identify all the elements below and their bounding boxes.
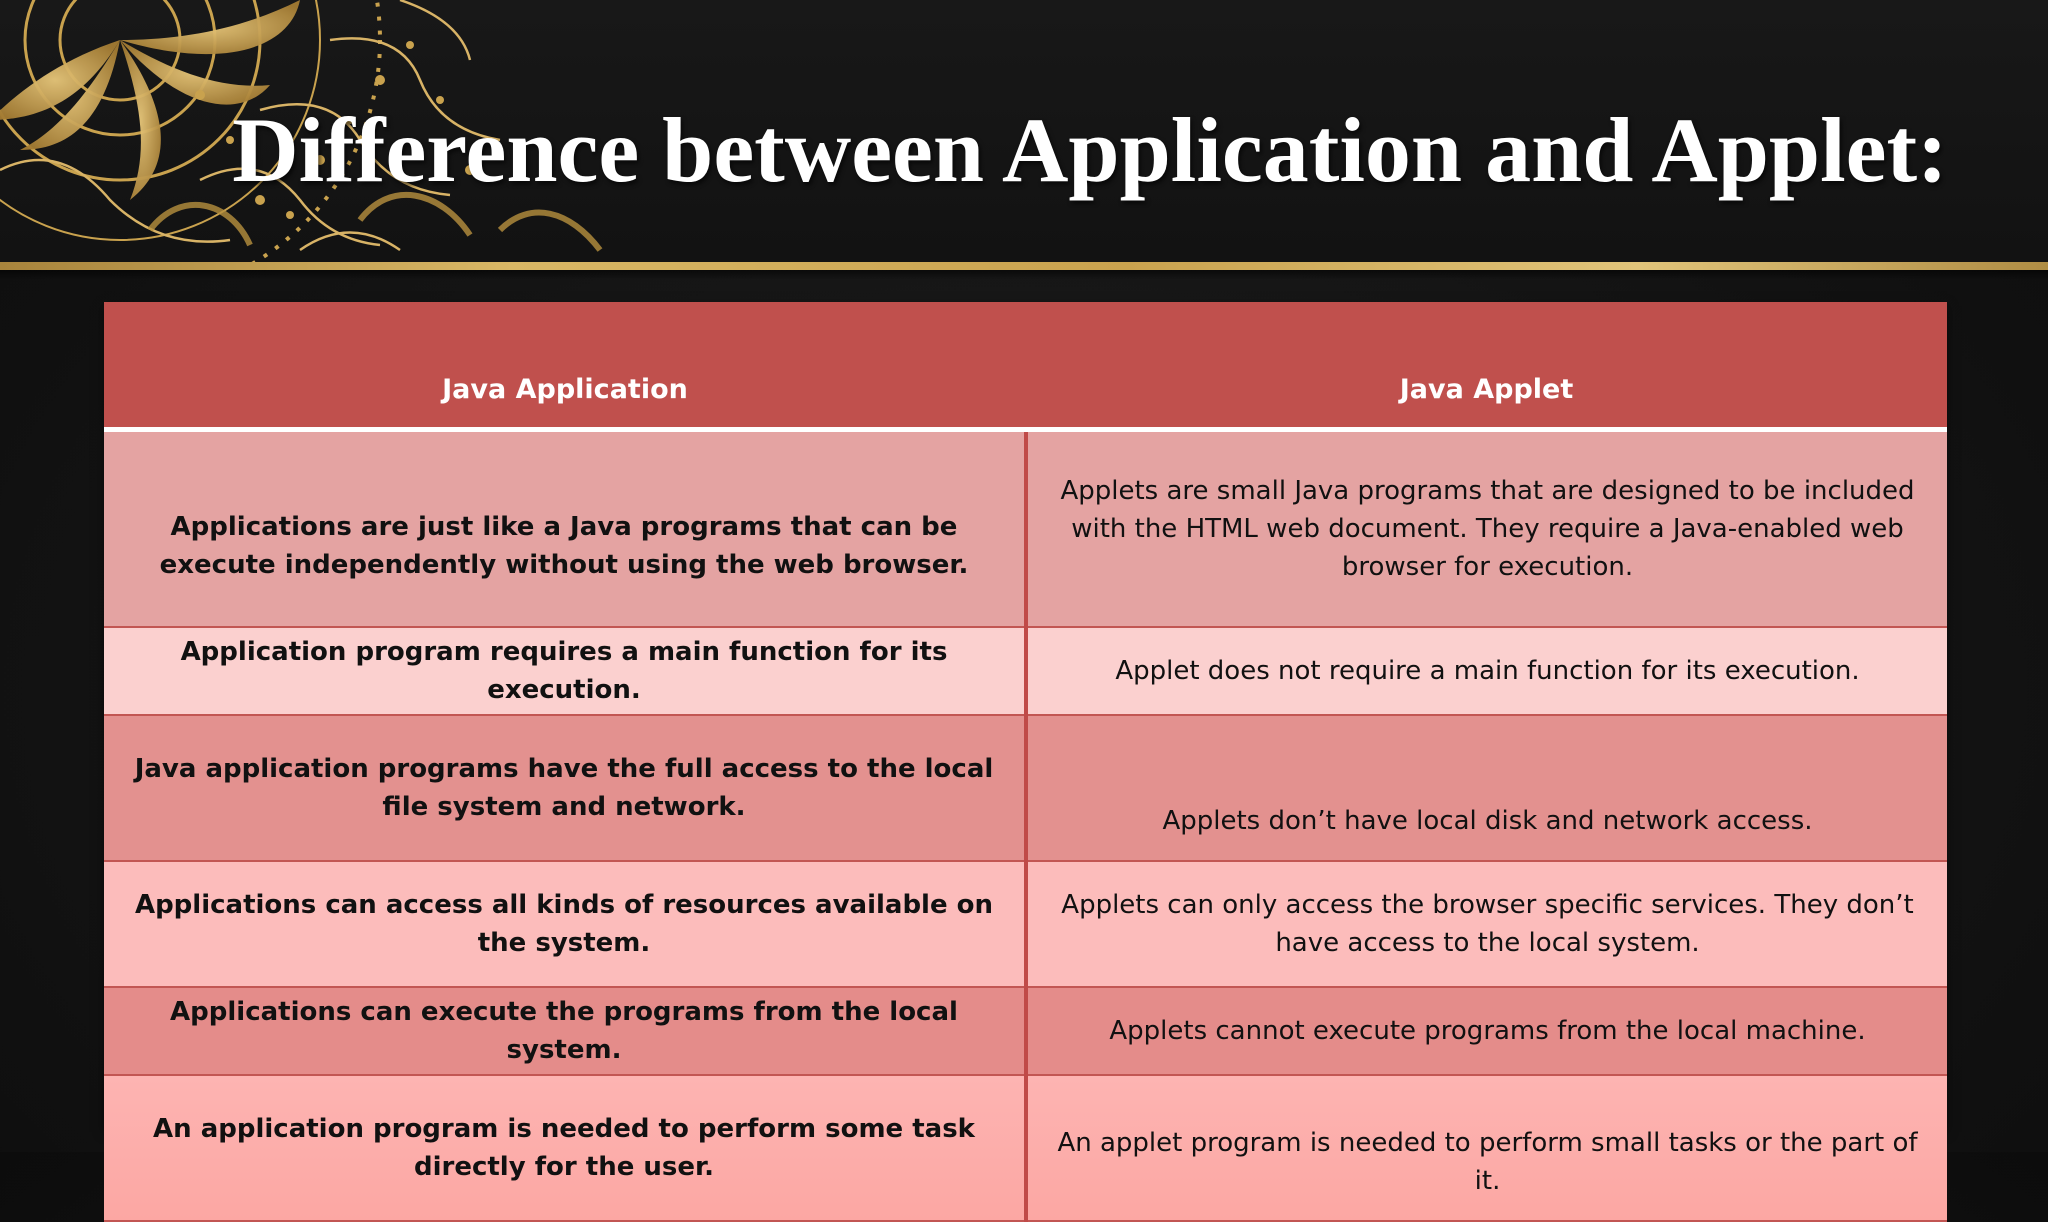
application-cell: Applications can execute the programs from the local system. bbox=[104, 987, 1026, 1075]
table-header-row bbox=[104, 302, 1947, 430]
table-row bbox=[104, 627, 1947, 715]
application-cell: Application program requires a main function for its execution. bbox=[104, 627, 1026, 715]
table-row bbox=[104, 715, 1947, 861]
table-row bbox=[104, 430, 1947, 628]
table-row bbox=[104, 1075, 1947, 1221]
column-header-java-applet: Java Applet bbox=[1026, 302, 1947, 430]
gold-divider bbox=[0, 262, 2048, 270]
applet-cell: An applet program is needed to perform small tasks or the part of it. bbox=[1026, 1075, 1947, 1221]
applet-cell: Applets can only access the browser specific services. They don’t have access to the local system. bbox=[1026, 861, 1947, 987]
applet-cell: Applets are small Java programs that are designed to be included with the HTML web document. They require a Java-enabled web browser for execution. bbox=[1026, 430, 1947, 628]
page-title: Difference between Application and Applet: bbox=[232, 99, 1948, 201]
divider-shadow bbox=[0, 270, 2048, 280]
application-cell: Applications are just like a Java programs that can be execute independently without using the web browser. bbox=[104, 430, 1026, 628]
comparison-table bbox=[104, 302, 1947, 1222]
table-row bbox=[104, 987, 1947, 1075]
column-header-java-application: Java Application bbox=[104, 302, 1026, 430]
applet-cell: Applets cannot execute programs from the local machine. bbox=[1026, 987, 1947, 1075]
table-row bbox=[104, 861, 1947, 987]
applet-cell: Applet does not require a main function for its execution. bbox=[1026, 627, 1947, 715]
applet-cell: Applets don’t have local disk and network access. bbox=[1026, 715, 1947, 861]
application-cell: An application program is needed to perform some task directly for the user. bbox=[104, 1075, 1026, 1221]
application-cell: Applications can access all kinds of resources available on the system. bbox=[104, 861, 1026, 987]
comparison-table-container bbox=[104, 302, 1947, 1196]
application-cell: Java application programs have the full access to the local file system and network. bbox=[104, 715, 1026, 861]
